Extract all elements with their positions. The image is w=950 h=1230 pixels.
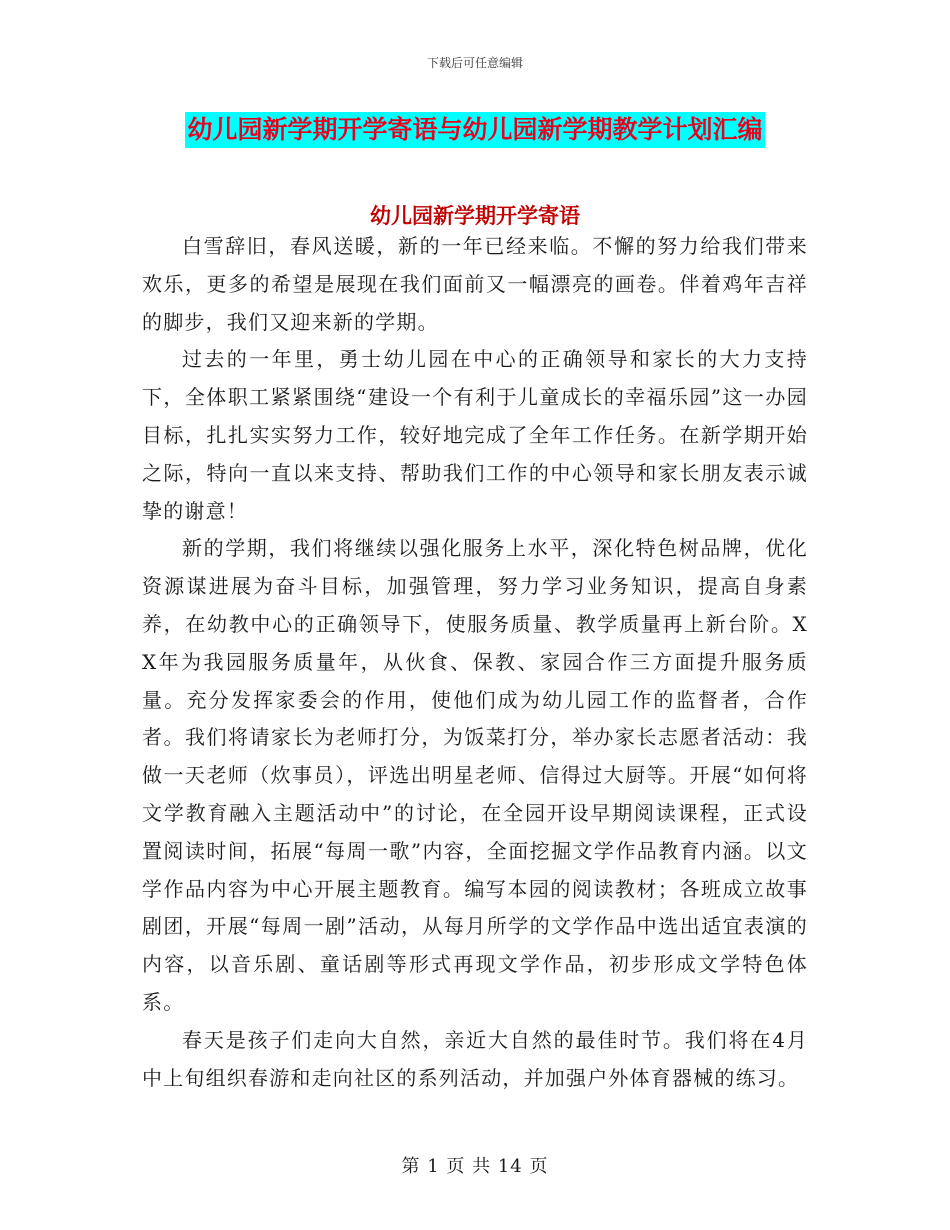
document-body [142,228,808,1097]
document-title: 幼儿园新学期开学寄语与幼儿园新学期教学计划汇编 [185,112,764,148]
page-number-footer: 第 1 页 共 14 页 [401,1156,549,1177]
section-title: 幼儿园新学期开学寄语 [370,203,580,228]
body-paragraph: 春天是孩子们走向大自然，亲近大自然的最佳时节。我们将在4月中上旬组织春游和走向社区的系列活动，并加强户外体育器械的练习。 [142,1027,808,1090]
page-header-note: 下载后可任意编辑 [426,56,523,70]
body-paragraph: 白雪辞旧，春风送暖，新的一年已经来临。不懈的努力给我们带来欢乐，更多的希望是展现在我们面前又一幅漂亮的画卷。伴着鸡年吉祥的脚步，我们又迎来新的学期。 [142,234,808,334]
document-title-container [0,112,950,148]
body-paragraph: 过去的一年里，勇士幼儿园在中心的正确领导和家长的大力支持下，全体职工紧紧围绕“建设一个有利于儿童成长的幸福乐园”这一办园目标，扎扎实实努力工作，较好地完成了全年工作任务。在新学期开始之际，特向一直以来支持、帮助我们工作的中心领导和家长朋友表示诚挚的谢意！ [142,347,808,523]
body-paragraph: 新的学期，我们将继续以强化服务上水平，深化特色树品牌，优化资源谋进展为奋斗目标，加强管理，努力学习业务知识，提高自身素养，在幼教中心的正确领导下，使服务质量、教学质量再上新台阶。XX年为我园服务质量年，从伙食、保教、家园合作三方面提升服务质量。充分发挥家委会的作用，使他们成为幼儿园工作的监督者，合作者。我们将请家长为老师打分，为饭菜打分，举办家长志愿者活动：我做一天老师（炊事员），评选出明星老师、信得过大厨等。开展“如何将文学教育融入主题活动中”的讨论，在全园开设早期阅读课程，正式设置阅读时间，拓展“每周一歌”内容，全面挖掘文学作品教育内涵。以文学作品内容为中心开展主题教育。编写本园的阅读教材；各班成立故事剧团，开展“每周一剧”活动，从每月所学的文学作品中选出适宜表演的内容，以音乐剧、童话剧等形式再现文学作品，初步形成文学特色体系。 [142,536,808,1014]
